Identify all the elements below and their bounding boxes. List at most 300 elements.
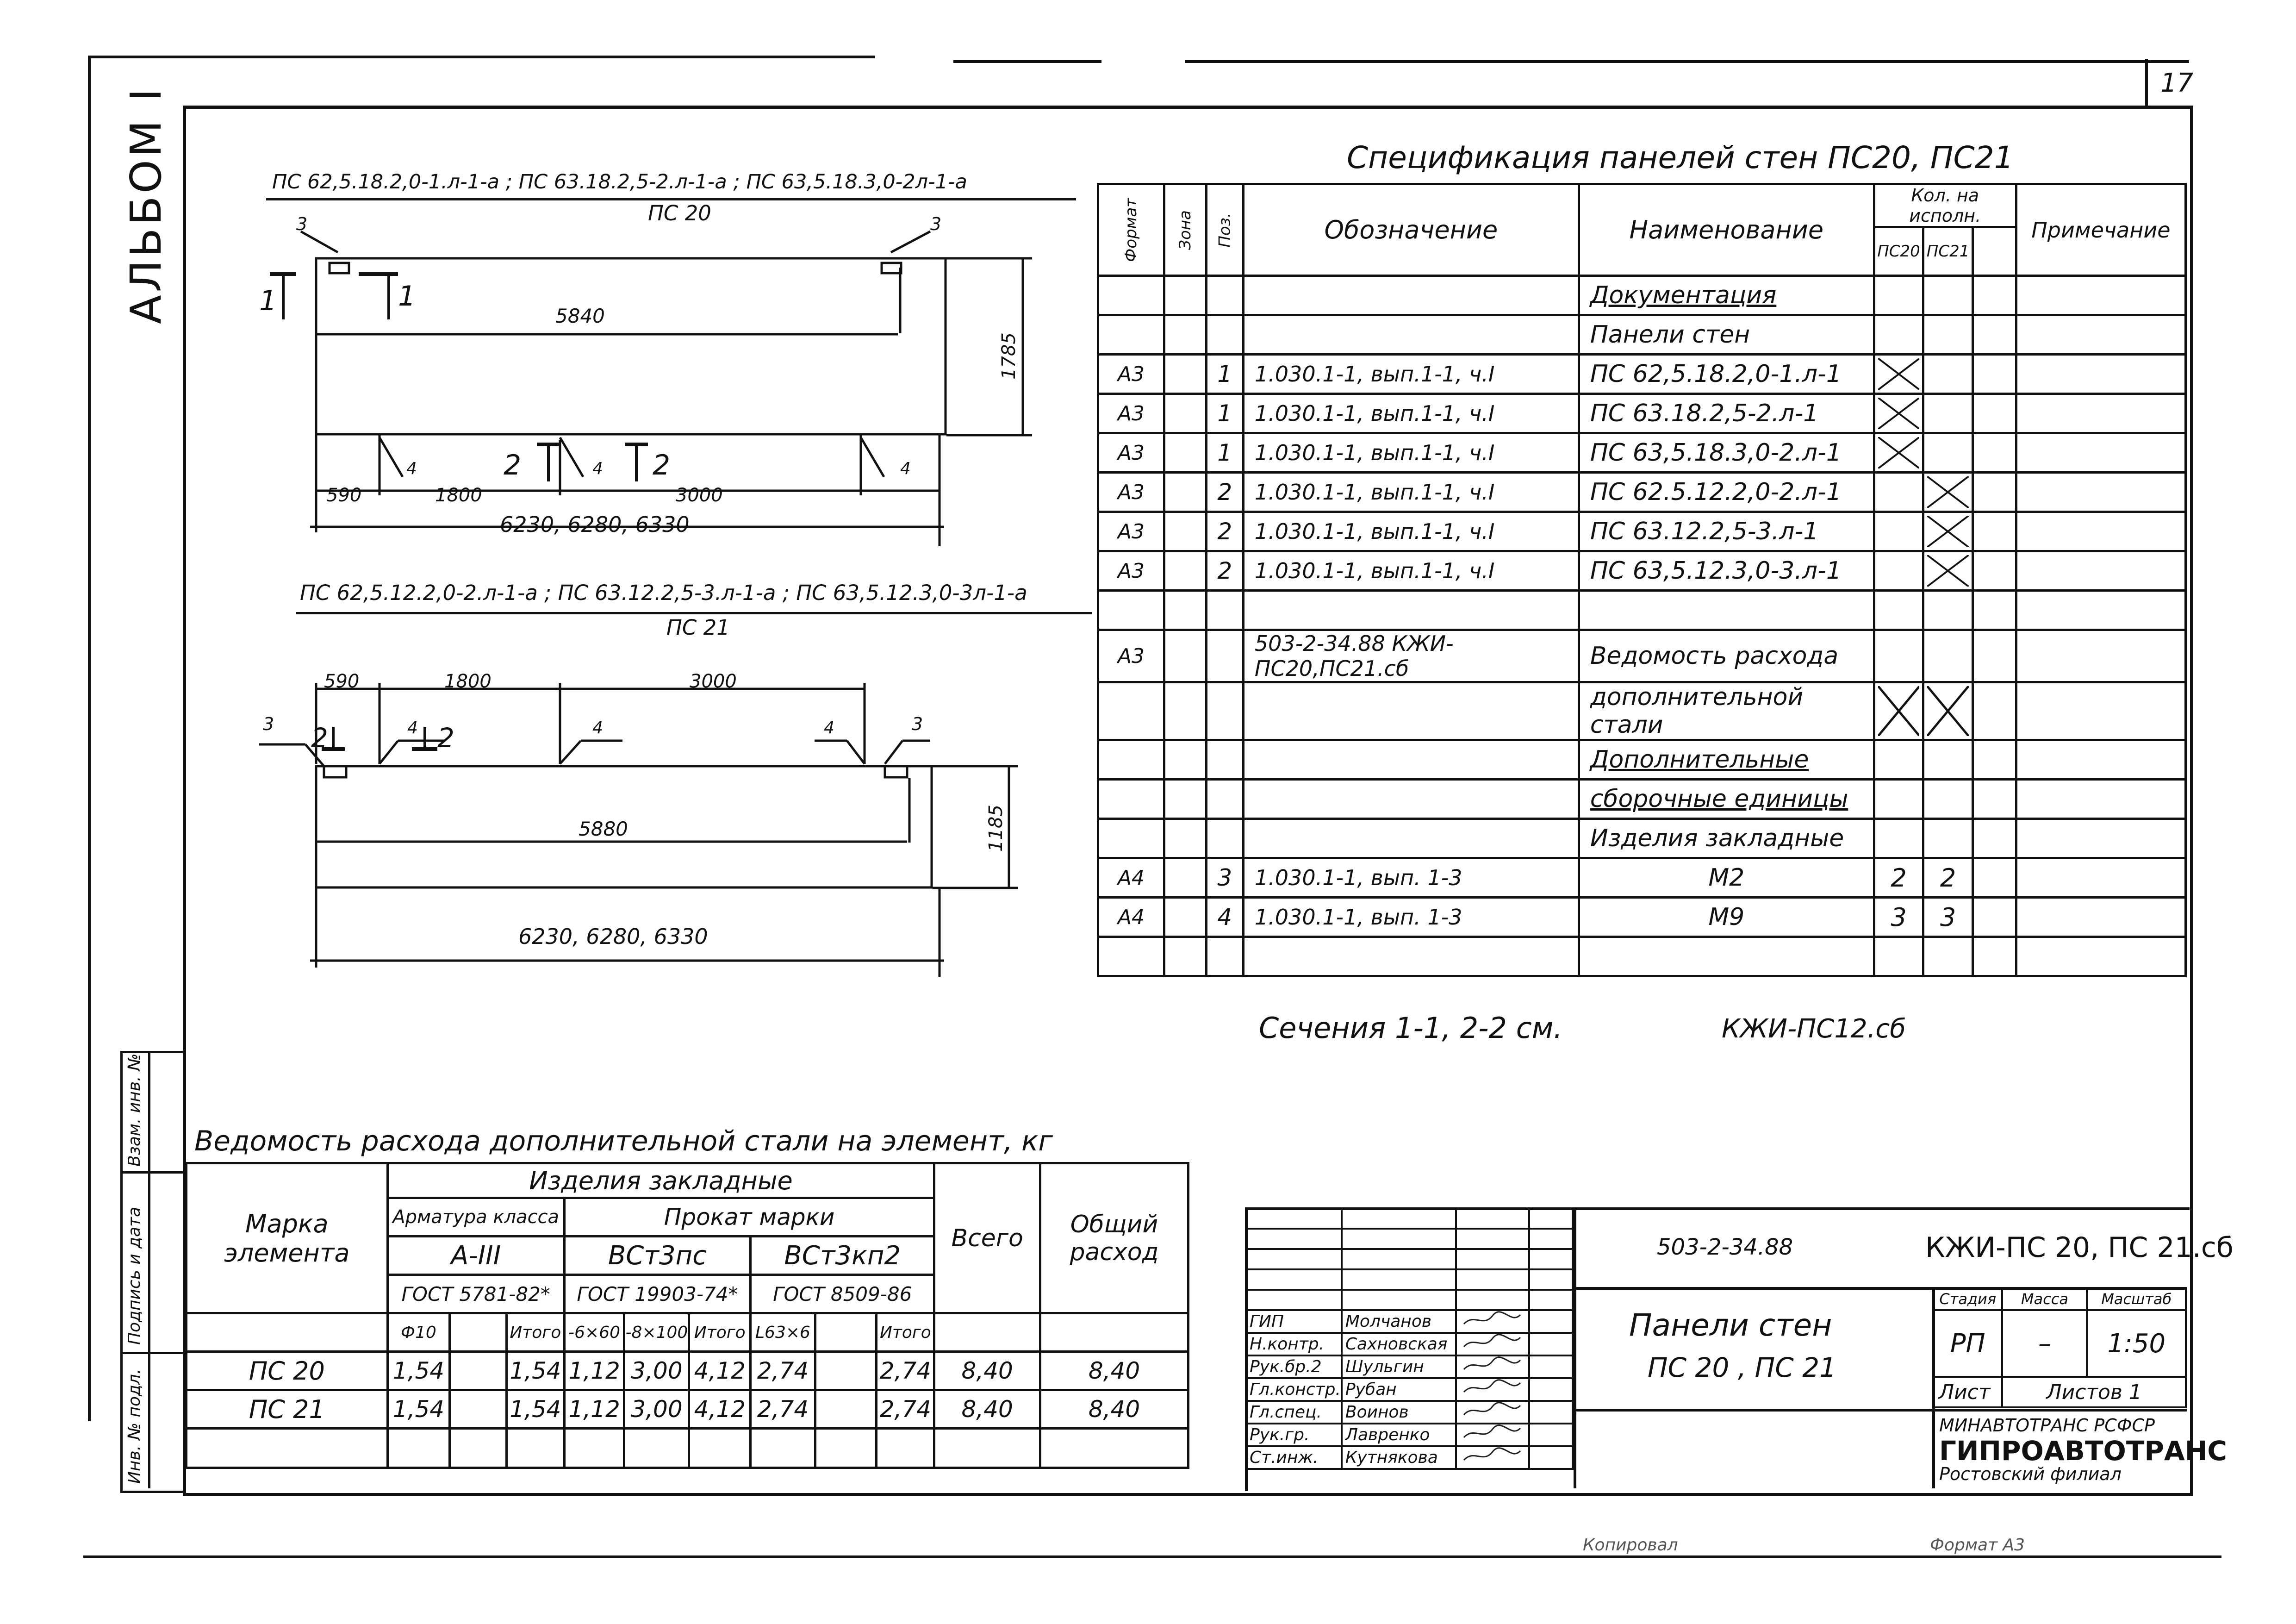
ved-h-items: Изделия закладные xyxy=(387,1163,934,1198)
spec-name: М2 xyxy=(1579,858,1874,898)
spec-format: А4 xyxy=(1098,898,1164,937)
spec-row xyxy=(1098,355,2186,394)
spec-extra xyxy=(1972,355,2016,394)
tb-scale-h: Масштаб xyxy=(2087,1288,2186,1310)
cross-mark xyxy=(1927,686,1969,736)
side-sign-label: Подпись и дата xyxy=(125,1206,144,1345)
spec-format: А3 xyxy=(1098,394,1164,433)
spec-note xyxy=(2016,898,2185,937)
drawing2-name: ПС 21 xyxy=(666,615,730,640)
spec-extra xyxy=(1972,898,2016,937)
spec-zone xyxy=(1164,355,1206,394)
spec-zone xyxy=(1164,819,1206,858)
d2-length: 5880 xyxy=(579,818,628,840)
tb-role: Ст.инж. xyxy=(1246,1446,1342,1469)
signature-scribble xyxy=(1460,1424,1525,1441)
ved-gost2: ГОСТ 19903-74* xyxy=(564,1275,750,1313)
tb-date xyxy=(1529,1424,1573,1446)
ved-h-a3: А-III xyxy=(387,1237,564,1275)
spec-row xyxy=(1098,740,2186,780)
spec-row xyxy=(1098,937,2186,976)
spec-qty-ps20 xyxy=(1874,394,1923,433)
spec-note xyxy=(2016,433,2185,473)
spec-designation: 1.030.1-1, вып.1-1, ч.I xyxy=(1243,433,1579,473)
cross-mark xyxy=(1878,686,1920,736)
tb-empty-row xyxy=(1246,1229,1573,1249)
album-label: АЛЬБОМ I xyxy=(121,86,171,324)
ved-value: 4,12 xyxy=(689,1390,751,1429)
ved-value xyxy=(450,1352,507,1390)
spec-name: ПС 62.5.12.2,0-2.л-1 xyxy=(1579,473,1874,512)
tb-date xyxy=(1529,1355,1573,1378)
side-stamp-divider xyxy=(148,1051,150,1488)
tb-person-name: Кутнякова xyxy=(1342,1446,1456,1469)
d2-seg2: 1800 xyxy=(444,671,492,692)
spec-zone xyxy=(1164,591,1206,630)
ved-sub-cell: Итого xyxy=(689,1313,751,1352)
d2-height: 1185 xyxy=(985,805,1007,852)
drawing1-marks-rule xyxy=(266,198,1076,200)
ved-h-bst3kp2: ВСт3кп2 xyxy=(751,1237,934,1275)
spec-extra xyxy=(1972,682,2016,740)
spec-extra xyxy=(1972,512,2016,551)
ved-sub-cell xyxy=(450,1313,507,1352)
ved-h-vsego: Всего xyxy=(934,1163,1040,1313)
ved-subheader xyxy=(187,1313,1188,1352)
spec-zone xyxy=(1164,394,1206,433)
spec-table xyxy=(1097,183,2187,977)
side-inv-label: Инв. № подл. xyxy=(125,1368,144,1484)
spec-h-name: Наименование xyxy=(1579,184,1874,276)
spec-name: ПС 63.12.2,5-3.л-1 xyxy=(1579,512,1874,551)
spec-qty-ps21 xyxy=(1923,433,1973,473)
spec-pos: 2 xyxy=(1206,473,1243,512)
d1-seg1: 590 xyxy=(326,485,362,506)
ved-row xyxy=(187,1390,1188,1429)
spec-name xyxy=(1579,937,1874,976)
tb-code: КЖИ-ПС 20, ПС 21.сб xyxy=(1925,1231,2234,1264)
ved-value: 4,12 xyxy=(689,1352,751,1390)
tb-title2: ПС 20 , ПС 21 xyxy=(1648,1352,1837,1383)
d1-tag4-b: 4 xyxy=(592,459,603,478)
ved-sub-cell: Ф10 xyxy=(387,1313,450,1352)
tb-person-name: Лавренко xyxy=(1342,1424,1456,1446)
spec-designation xyxy=(1243,315,1579,355)
spec-name xyxy=(1579,591,1874,630)
signature-scribble xyxy=(1460,1334,1525,1350)
spec-note xyxy=(2016,780,2185,819)
spec-qty-ps21 xyxy=(1923,780,1973,819)
signature-scribble xyxy=(1460,1447,1525,1464)
ved-sub-cell: Итого xyxy=(877,1313,934,1352)
ved-value: 2,74 xyxy=(877,1390,934,1429)
spec-qty-ps21 xyxy=(1923,394,1973,433)
spec-format: А3 xyxy=(1098,433,1164,473)
spec-qty-ps21 xyxy=(1923,355,1973,394)
tb-stage-table xyxy=(1932,1287,2187,1408)
drawing2-marks: ПС 62,5.12.2,0-2.л-1-а ; ПС 63.12.2,5-3.л-1-а ; ПС 63,5.12.3,0-3л-1-а xyxy=(300,581,1027,605)
d1-tag4-c: 4 xyxy=(900,459,911,478)
ved-row xyxy=(187,1352,1188,1390)
tb-person-row xyxy=(1246,1401,1573,1424)
spec-designation xyxy=(1243,780,1579,819)
tb-person-row xyxy=(1246,1424,1573,1446)
spec-note xyxy=(2016,315,2185,355)
d1-sec2-right: 2 xyxy=(653,449,671,481)
spec-title: Спецификация панелей стен ПС20, ПС21 xyxy=(1347,140,2014,175)
spec-designation xyxy=(1243,937,1579,976)
tb-date xyxy=(1529,1378,1573,1401)
spec-row xyxy=(1098,591,2186,630)
spec-row xyxy=(1098,276,2186,315)
spec-name: ПС 63.18.2,5-2.л-1 xyxy=(1579,394,1874,433)
spec-pos: 1 xyxy=(1206,394,1243,433)
tb-signature xyxy=(1456,1378,1529,1401)
spec-row xyxy=(1098,682,2186,740)
spec-extra xyxy=(1972,551,2016,591)
ved-value: 8,40 xyxy=(1040,1390,1188,1429)
ved-value: 3,00 xyxy=(624,1352,689,1390)
spec-pos: 3 xyxy=(1206,858,1243,898)
d2-tag3-left: 3 xyxy=(263,714,274,734)
spec-extra xyxy=(1972,276,2016,315)
spec-h-note: Примечание xyxy=(2016,184,2185,276)
sections-ref: КЖИ-ПС12.сб xyxy=(1722,1014,1906,1044)
signature-scribble xyxy=(1460,1379,1525,1396)
spec-qty-ps20 xyxy=(1874,591,1923,630)
spec-format: А3 xyxy=(1098,512,1164,551)
spec-designation: 1.030.1-1, вып.1-1, ч.I xyxy=(1243,512,1579,551)
spec-row xyxy=(1098,898,2186,937)
ved-h-total: Общий расход xyxy=(1040,1163,1188,1313)
d2-seg3: 3000 xyxy=(690,671,737,692)
spec-qty-ps21 xyxy=(1923,682,1973,740)
tb-date xyxy=(1529,1310,1573,1333)
ved-value xyxy=(815,1352,877,1390)
tb-empty-row xyxy=(1246,1269,1573,1290)
spec-name: Документация xyxy=(1579,276,1874,315)
spec-h-zone: Зона xyxy=(1176,210,1195,250)
spec-designation: 1.030.1-1, вып.1-1, ч.I xyxy=(1243,473,1579,512)
d2-seg1: 590 xyxy=(324,671,360,692)
titleblock-people xyxy=(1245,1207,1574,1470)
spec-name: Ведомость расхода xyxy=(1579,630,1874,682)
tb-person-row xyxy=(1246,1355,1573,1378)
spec-designation: 1.030.1-1, вып.1-1, ч.I xyxy=(1243,551,1579,591)
spec-qty-ps20 xyxy=(1874,551,1923,591)
d2-sec2-right: 2 xyxy=(437,722,454,754)
spec-h-ps21: ПС21 xyxy=(1923,227,1973,276)
cross-mark xyxy=(1927,476,1969,508)
spec-zone xyxy=(1164,937,1206,976)
spec-qty-ps21 xyxy=(1923,315,1973,355)
spec-qty-ps20 xyxy=(1874,355,1923,394)
spec-qty-ps20 xyxy=(1874,473,1923,512)
spec-qty-ps20: 2 xyxy=(1874,858,1923,898)
spec-designation: 1.030.1-1, вып. 1-3 xyxy=(1243,858,1579,898)
spec-h-designation: Обозначение xyxy=(1243,184,1579,276)
spec-pos xyxy=(1206,780,1243,819)
spec-zone xyxy=(1164,858,1206,898)
spec-qty-ps21 xyxy=(1923,276,1973,315)
spec-zone xyxy=(1164,276,1206,315)
drawing2-marks-rule xyxy=(296,612,1092,614)
tb-date xyxy=(1529,1333,1573,1355)
spec-format: А3 xyxy=(1098,355,1164,394)
ved-gost3: ГОСТ 8509-86 xyxy=(751,1275,934,1313)
footer-format: Формат А3 xyxy=(1930,1536,2025,1555)
spec-qty-ps20 xyxy=(1874,780,1923,819)
ved-value: 1,54 xyxy=(387,1390,450,1429)
spec-pos: 2 xyxy=(1206,512,1243,551)
spec-zone xyxy=(1164,898,1206,937)
ved-value xyxy=(815,1390,877,1429)
spec-note xyxy=(2016,355,2185,394)
tb-person-row xyxy=(1246,1446,1573,1469)
spec-extra xyxy=(1972,937,2016,976)
spec-qty-ps21 xyxy=(1923,740,1973,780)
side-stamp-row1 xyxy=(120,1352,183,1354)
tb-person-name: Воинов xyxy=(1342,1401,1456,1424)
tb-signature xyxy=(1456,1424,1529,1446)
spec-h-format: Формат xyxy=(1121,198,1140,262)
spec-qty-ps20 xyxy=(1874,630,1923,682)
tb-empty-row xyxy=(1246,1290,1573,1310)
tb-sheets-h: Листов 1 xyxy=(2002,1377,2186,1407)
tb-stage-h: Стадия xyxy=(1933,1288,2002,1310)
spec-format xyxy=(1098,315,1164,355)
spec-format: А4 xyxy=(1098,858,1164,898)
spec-note xyxy=(2016,276,2185,315)
ved-h-prokat: Прокат марки xyxy=(564,1198,934,1237)
spec-name: ПС 63,5.18.3,0-2.л-1 xyxy=(1579,433,1874,473)
sheet-number: 17 xyxy=(2160,68,2194,98)
spec-pos: 2 xyxy=(1206,551,1243,591)
tb-signature xyxy=(1456,1333,1529,1355)
ved-value: 8,40 xyxy=(934,1390,1040,1429)
signature-scribble xyxy=(1460,1402,1525,1418)
tb-org1: МИНАВТОТРАНС РСФСР xyxy=(1939,1415,2155,1436)
bottom-edge-line xyxy=(83,1555,2221,1558)
cross-mark xyxy=(1927,516,1969,547)
tb-person-row xyxy=(1246,1333,1573,1355)
tb-person-name: Шульгин xyxy=(1342,1355,1456,1378)
tb-title1: Панели стен xyxy=(1629,1307,1832,1343)
tb-role: Н.контр. xyxy=(1246,1333,1342,1355)
tb-person-row xyxy=(1246,1378,1573,1401)
spec-note xyxy=(2016,819,2185,858)
spec-qty-ps20 xyxy=(1874,937,1923,976)
spec-name: ПС 62,5.18.2,0-1.л-1 xyxy=(1579,355,1874,394)
tb-project: 503-2-34.88 xyxy=(1657,1234,1793,1260)
spec-designation: 1.030.1-1, вып. 1-3 xyxy=(1243,898,1579,937)
side-stamp-row2 xyxy=(120,1171,183,1174)
spec-pos xyxy=(1206,315,1243,355)
spec-extra xyxy=(1972,315,2016,355)
spec-format xyxy=(1098,591,1164,630)
spec-designation xyxy=(1243,682,1579,740)
ved-sub-cell: L63×6 xyxy=(751,1313,815,1352)
spec-zone xyxy=(1164,551,1206,591)
ved-sub-cell: -8×100 xyxy=(624,1313,689,1352)
top-edge-line-far xyxy=(1185,60,2189,63)
d2-tag3-right: 3 xyxy=(912,714,923,734)
tb-role: Гл.спец. xyxy=(1246,1401,1342,1424)
spec-qty-ps20 xyxy=(1874,512,1923,551)
ved-mark: ПС 20 xyxy=(187,1352,388,1390)
d1-tag3-right: 3 xyxy=(930,214,942,234)
spec-zone xyxy=(1164,512,1206,551)
spec-h-ps20: ПС20 xyxy=(1874,227,1923,276)
spec-name: М9 xyxy=(1579,898,1874,937)
spec-pos xyxy=(1206,591,1243,630)
ved-h-mark: Марка элемента xyxy=(187,1163,388,1313)
ved-gost1: ГОСТ 5781-82* xyxy=(387,1275,564,1313)
d1-total: 6230, 6280, 6330 xyxy=(500,512,690,537)
tb-mass: – xyxy=(2002,1310,2087,1377)
spec-name: сборочные единицы xyxy=(1579,780,1874,819)
cross-mark xyxy=(1927,555,1969,587)
spec-qty-ps21 xyxy=(1923,551,1973,591)
spec-designation xyxy=(1243,591,1579,630)
ved-value: 1,54 xyxy=(506,1352,564,1390)
tb-mass-h: Масса xyxy=(2002,1288,2087,1310)
d1-sec1-right: 1 xyxy=(398,280,416,312)
ved-sub-cell: -6×60 xyxy=(564,1313,624,1352)
spec-pos xyxy=(1206,276,1243,315)
sections-note: Сечения 1-1, 2-2 см. xyxy=(1259,1011,1563,1045)
spec-zone xyxy=(1164,780,1206,819)
cross-mark xyxy=(1878,358,1920,390)
spec-h-pos: Поз. xyxy=(1215,212,1234,248)
spec-qty-ps20 xyxy=(1874,433,1923,473)
spec-row xyxy=(1098,512,2186,551)
spec-designation xyxy=(1243,819,1579,858)
spec-designation xyxy=(1243,740,1579,780)
d1-height: 1785 xyxy=(998,332,1020,380)
spec-pos xyxy=(1206,682,1243,740)
spec-format xyxy=(1098,780,1164,819)
spec-extra xyxy=(1972,780,2016,819)
spec-qty-ps20 xyxy=(1874,276,1923,315)
spec-zone xyxy=(1164,740,1206,780)
d1-sec1-left: 1 xyxy=(259,285,277,317)
spec-row xyxy=(1098,780,2186,819)
spec-qty-ps20 xyxy=(1874,315,1923,355)
spec-qty-ps20 xyxy=(1874,819,1923,858)
ved-value: 1,54 xyxy=(387,1352,450,1390)
tb-stage: РП xyxy=(1933,1310,2002,1377)
drawing1-marks: ПС 62,5.18.2,0-1.л-1-а ; ПС 63.18.2,5-2.л-1-а ; ПС 63,5.18.3,0-2л-1-а xyxy=(272,170,967,194)
ved-value xyxy=(450,1390,507,1429)
ved-value: 8,40 xyxy=(934,1352,1040,1390)
ved-title: Ведомость расхода дополнительной стали на элемент, кг xyxy=(194,1125,1053,1157)
spec-row xyxy=(1098,315,2186,355)
top-edge-line xyxy=(88,56,875,58)
tb-signature xyxy=(1456,1446,1529,1469)
spec-pos xyxy=(1206,630,1243,682)
spec-qty-ps21 xyxy=(1923,819,1973,858)
tb-role: ГИП xyxy=(1246,1310,1342,1333)
ved-value: 1,12 xyxy=(564,1352,624,1390)
footer-copied: Копировал xyxy=(1583,1536,1678,1555)
spec-extra xyxy=(1972,433,2016,473)
spec-row xyxy=(1098,433,2186,473)
spec-pos xyxy=(1206,819,1243,858)
d1-tag3-left: 3 xyxy=(296,214,308,234)
spec-format xyxy=(1098,740,1164,780)
tb-role: Рук.гр. xyxy=(1246,1424,1342,1446)
spec-name: Изделия закладные xyxy=(1579,819,1874,858)
spec-note xyxy=(2016,394,2185,433)
spec-qty-ps21 xyxy=(1923,937,1973,976)
spec-qty-ps20: 3 xyxy=(1874,898,1923,937)
spec-row xyxy=(1098,551,2186,591)
ved-value: 2,74 xyxy=(751,1390,815,1429)
spec-row xyxy=(1098,394,2186,433)
tb-empty-row xyxy=(1246,1208,1573,1229)
spec-extra xyxy=(1972,591,2016,630)
spec-zone xyxy=(1164,433,1206,473)
d2-tag4-b: 4 xyxy=(592,718,603,737)
d2-tag4-a: 4 xyxy=(407,718,418,737)
spec-zone xyxy=(1164,682,1206,740)
tb-role: Рук.бр.2 xyxy=(1246,1355,1342,1378)
spec-note xyxy=(2016,858,2185,898)
spec-qty-ps21: 3 xyxy=(1923,898,1973,937)
spec-name: Панели стен xyxy=(1579,315,1874,355)
spec-pos xyxy=(1206,740,1243,780)
tb-signature xyxy=(1456,1355,1529,1378)
spec-designation: 1.030.1-1, вып.1-1, ч.I xyxy=(1243,394,1579,433)
spec-row xyxy=(1098,630,2186,682)
ved-table xyxy=(185,1162,1189,1469)
spec-extra xyxy=(1972,473,2016,512)
spec-note xyxy=(2016,591,2185,630)
spec-pos xyxy=(1206,937,1243,976)
spec-pos: 1 xyxy=(1206,355,1243,394)
side-replace-label: Взам. инв. № xyxy=(125,1053,144,1167)
d1-tag4-a: 4 xyxy=(406,459,417,478)
cross-mark xyxy=(1878,437,1920,468)
ved-value: 1,12 xyxy=(564,1390,624,1429)
tb-signature xyxy=(1456,1401,1529,1424)
spec-note xyxy=(2016,682,2185,740)
spec-zone xyxy=(1164,473,1206,512)
spec-row xyxy=(1098,473,2186,512)
spec-h-qty: Кол. на исполн. xyxy=(1874,184,2016,227)
tb-person-name: Молчанов xyxy=(1342,1310,1456,1333)
spec-qty-ps21: 2 xyxy=(1923,858,1973,898)
spec-qty-ps21 xyxy=(1923,630,1973,682)
spec-extra xyxy=(1972,630,2016,682)
ved-value: 8,40 xyxy=(1040,1352,1188,1390)
tb-sheet-h: Лист xyxy=(1933,1377,2002,1407)
ved-value: 1,54 xyxy=(506,1390,564,1429)
tb-empty-row xyxy=(1246,1249,1573,1269)
spec-note xyxy=(2016,937,2185,976)
spec-note xyxy=(2016,473,2185,512)
spec-format xyxy=(1098,819,1164,858)
spec-pos: 1 xyxy=(1206,433,1243,473)
spec-designation xyxy=(1243,276,1579,315)
signature-scribble xyxy=(1460,1356,1525,1373)
d2-tag4-c: 4 xyxy=(824,718,834,737)
spec-format xyxy=(1098,937,1164,976)
spec-qty-ps20 xyxy=(1874,740,1923,780)
tb-date xyxy=(1529,1446,1573,1469)
spec-extra xyxy=(1972,740,2016,780)
